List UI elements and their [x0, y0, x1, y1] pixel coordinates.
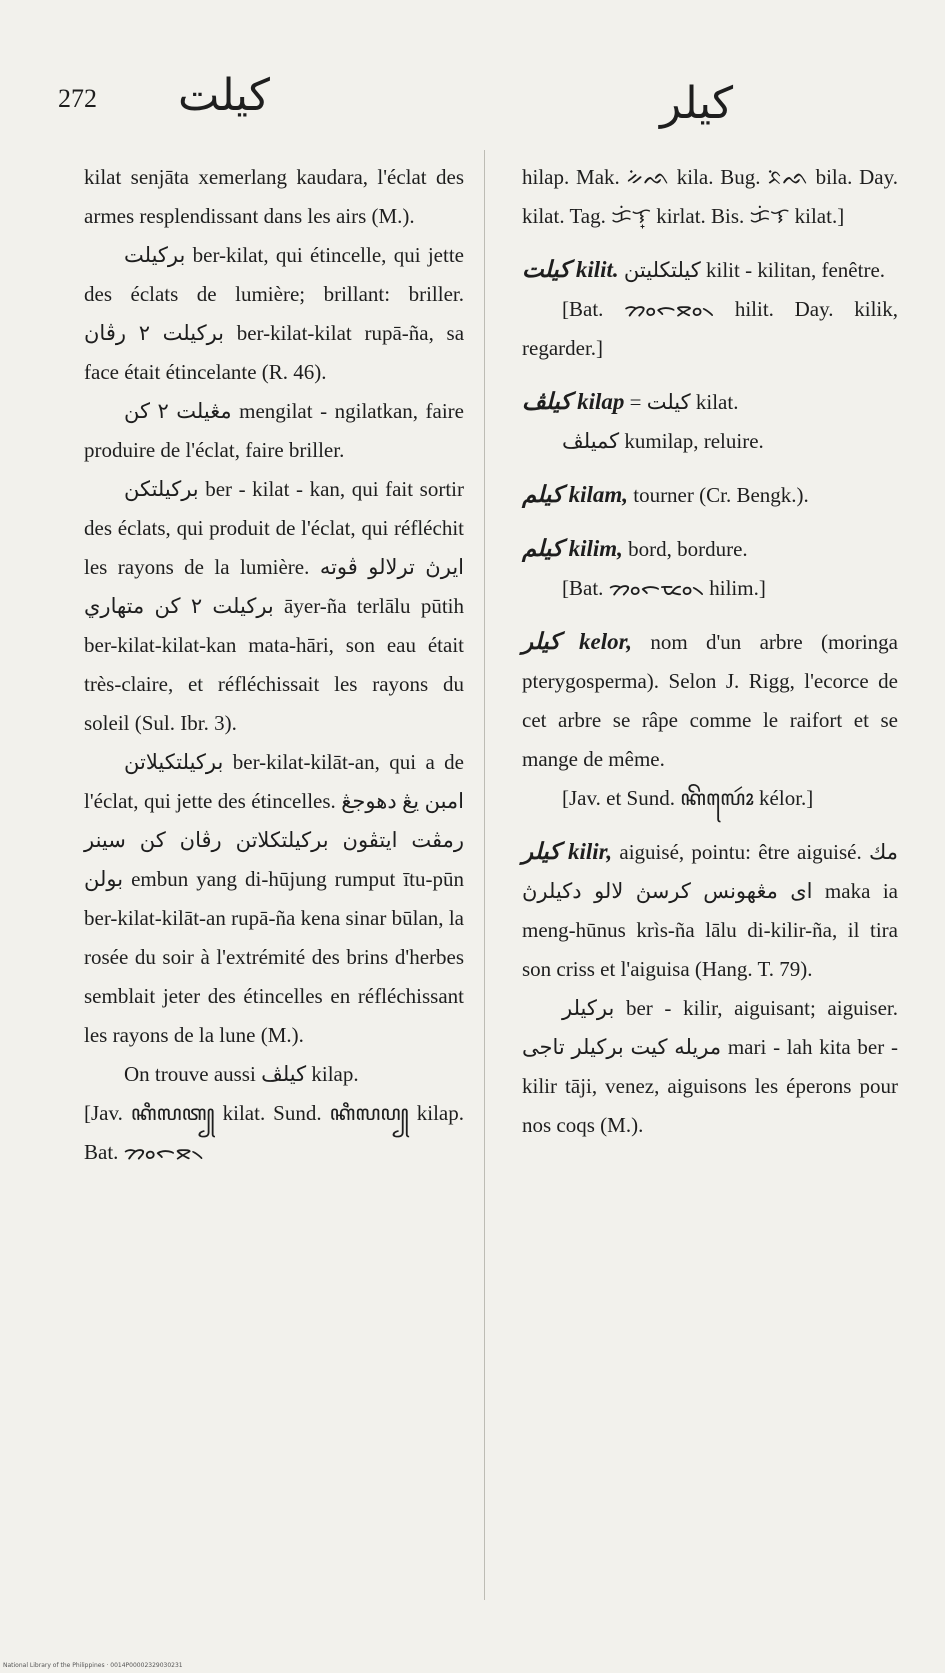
left-column [84, 158, 464, 1172]
running-head-left: كيلت [178, 70, 270, 121]
entry-kilit: كيلت kilit. كيلتكليتن kilit - kilitan, fenêtre. [522, 257, 886, 282]
entry-kilap: كيلڤ kilap = كيلت kilat. [522, 389, 739, 414]
page-number: 272 [58, 84, 97, 113]
running-head-right: كيلر [660, 78, 734, 129]
entry-ber-kilat-kan: بركيلتكن ber - kilat - kan, qui fait sortir des éclats, qui produit de l'éclat, qui réfléchit les rayons de la lumière. ايرڽ ترلالو ڤوته بركيلت ٢ كن متهاري āyer-ña terlālu pūtih ber-kilat-kilat-kan mata-hāri, son eau était très-claire, et réfléchissait les rayons du soleil (Sul. Ibr. 3). [84, 477, 464, 735]
headword-kilit: كيلت kilit. [522, 257, 619, 282]
entry-cognates-cont: hilap. Mak. ᨀᨗᨒ kila. Bug. ᨅᨗᨒ bila. Day. kilat. Tag. ᜃᜒᜎ᜔ kirlat. Bis. ᜃᜒᜎ kilat.] [522, 165, 898, 228]
entry-kilit-cognates: [Bat. ᯂᯪᯞᯪᯖ᯲ hilit. Day. kilik, regarder.] [522, 297, 898, 360]
column-divider [484, 150, 485, 1600]
entry-kelor-cognates: [Jav. et Sund. ꦏꦼꦭꦺꦴꦂ kélor.] [562, 786, 814, 810]
entry-ber-kilat: بركيلت ber-kilat, qui étincelle, qui jette des éclats de lumière; brillant: briller. بركيلت ٢ رڤان ber-kilat-kilat rupā-ña, sa face était étincelante (R. 46). [84, 243, 465, 384]
entry-kilam: كيلم kilam, tourner (Cr. Bengk.). [522, 482, 809, 507]
entry-ber-kilat-kilatan: بركيلتكيلاتن ber-kilat-kilāt-an, qui a de l'éclat, qui jette des étincelles. امبن يڠ دهوجڠ رمڤت ايتڤون بركيلتكلاتن رڤان كن سينر بولن embun yang di-hūjung rumput ītu-pūn ber-kilat-kilāt-an rupā-ña kena sinar būlan, la rosée du soir à l'extrémité des brins d'herbes semblait jeter des étincelles en réfléchissant les rayons de la lune (M.). [84, 750, 464, 1047]
headword-kilap: كيلڤ kilap [522, 389, 625, 414]
headword-kilam: كيلم kilam, [522, 482, 628, 507]
entry-note-kilap: On trouve aussi كيلڤ kilap. [124, 1062, 359, 1086]
entry-mengilat: مڠيلت ٢ كن mengilat - ngilatkan, faire produire de l'éclat, faire briller. [84, 399, 464, 462]
entry-cognates-kilat: [Jav. ꦏꦶꦭꦠ꧀ kilat. Sund. ꦏꦶꦭꦥ꧀ kilap. Bat. ᯂᯪᯞᯖ᯲ [84, 1101, 464, 1164]
entry-kilat-senjata: kilat senjāta xemerlang kaudara, l'éclat des armes resplendissant dans les airs (M.). [84, 165, 464, 228]
entry-kilim: كيلم kilim, bord, bordure. [522, 536, 748, 561]
headword-kelor: كيلر kelor, [522, 629, 633, 654]
headword-kilim: كيلم kilim, [522, 536, 623, 561]
entry-ber-kilir: بركيلر ber - kilir, aiguisant; aiguiser. مريله كيت بركيلر تاجى mari - lah kita ber - kilir tāji, venez, aiguisons les éperons pour nos coqs (M.). [522, 996, 898, 1137]
right-column [522, 158, 898, 1145]
entry-kumilap: كميلڤ kumilap, reluire. [562, 429, 764, 453]
footer-credit: National Library of the Philippines · 0014P00002329030231 [3, 1662, 183, 1669]
headword-kilir: كيلر kilir, [522, 839, 613, 864]
entry-kelor: كيلر kelor, nom d'un arbre (moringa pterygosperma). Selon J. Rigg, l'ecorce de cet arbre se râpe comme le raifort et se mange de même. [522, 629, 899, 771]
entry-kilir: كيلر kilir, aiguisé, pointu: être aiguisé. مك اى مڠهونس كرسڽ لالو دكيلرڽ maka ia meng-hūnus krìs-ña lālu di-kilir-ña, il tira son criss et l'aiguisa (Hang. T. 79). [522, 839, 898, 981]
entry-kilim-cognates: [Bat. ᯂᯪᯞᯪᯔ᯲ hilim.] [562, 576, 766, 600]
